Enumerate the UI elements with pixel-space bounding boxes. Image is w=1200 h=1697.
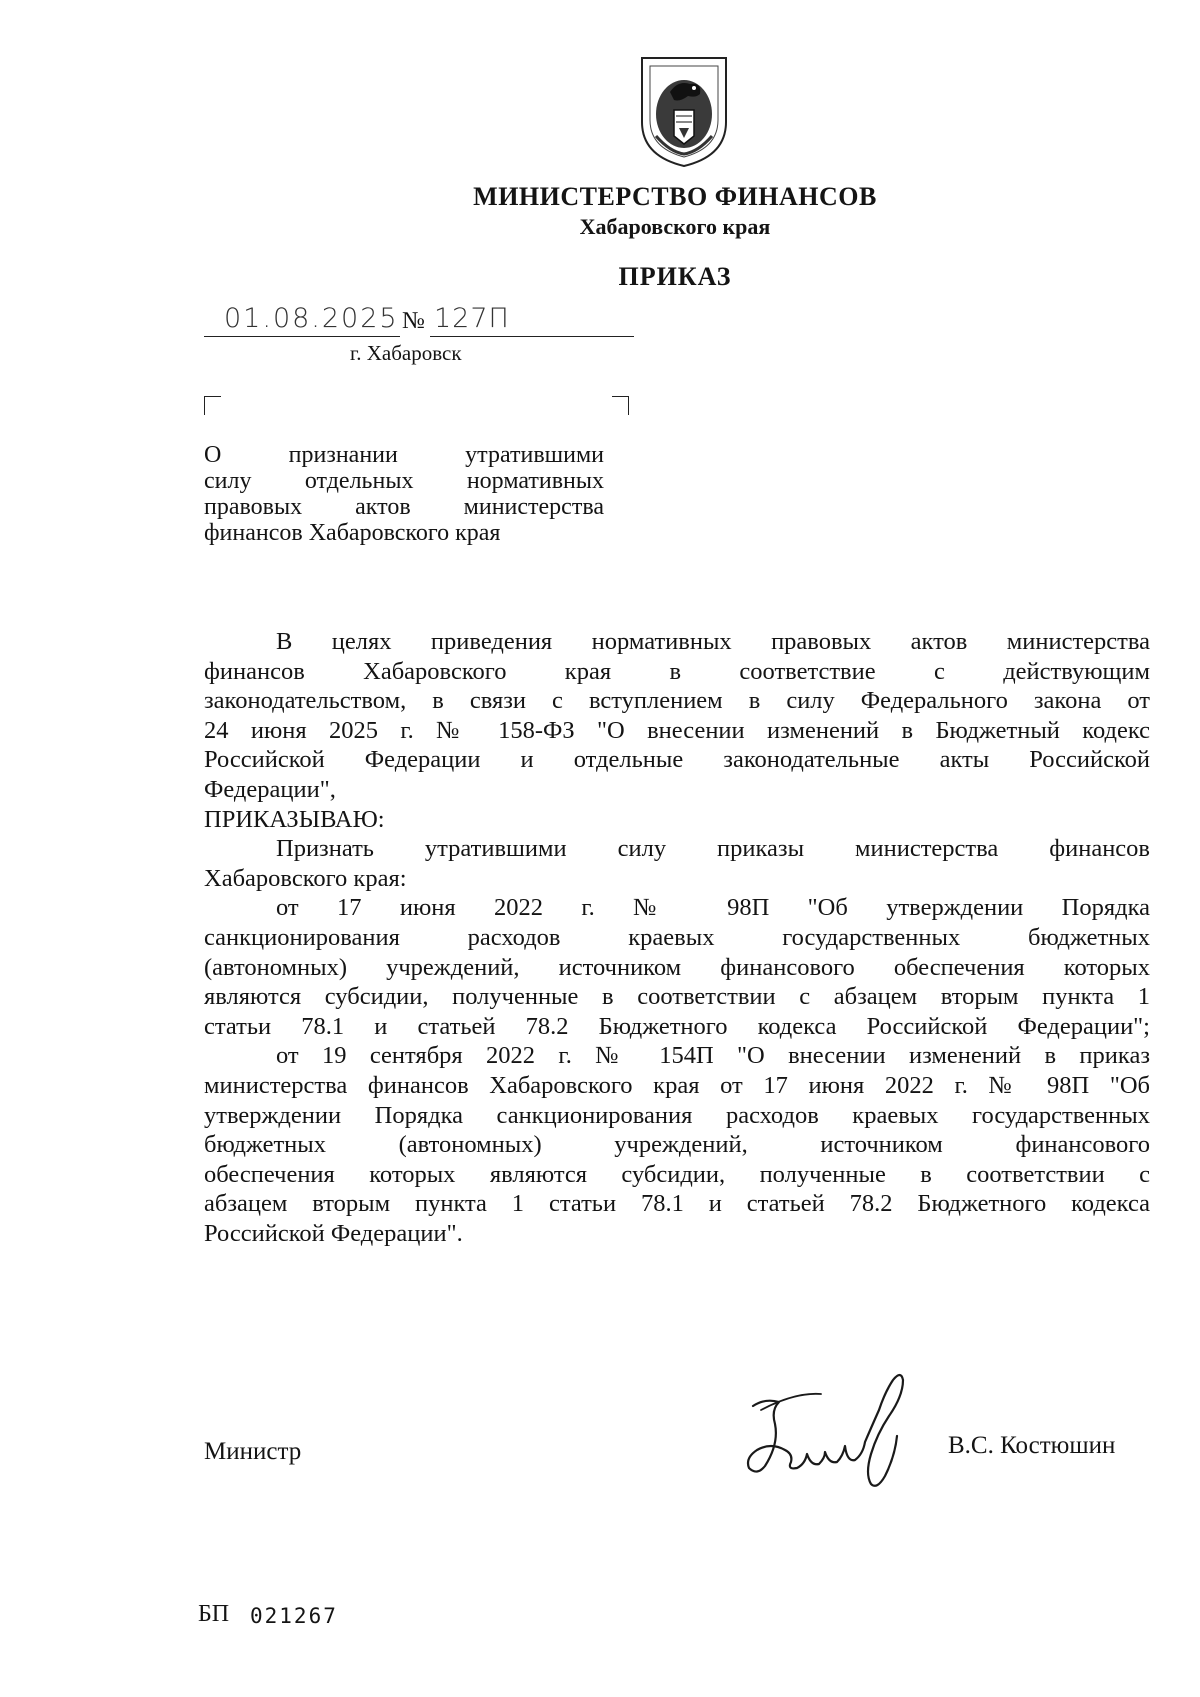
body-line: бюджетных (автономных) учреждений, источником финансового: [204, 1131, 1150, 1159]
order-directive: ПРИКАЗЫВАЮ:: [204, 805, 385, 833]
handwritten-signature-icon: [735, 1358, 925, 1508]
subject-line: правовых актов министерства: [204, 494, 604, 520]
body-line: санкционирования расходов краевых государственных бюджетных: [204, 923, 1150, 951]
subject-line: силу отдельных нормативных: [204, 468, 604, 494]
coat-of-arms-icon: [630, 52, 738, 170]
order-subject: [204, 442, 604, 546]
body-line: от 19 сентября 2022 г. № 154П "О внесении изменений в приказ: [276, 1042, 1150, 1070]
city: г. Хабаровск: [350, 341, 462, 365]
body-line: обеспечения которых являются субсидии, полученные в соответствии с: [204, 1160, 1150, 1188]
body-line: Российской Федерации".: [204, 1219, 463, 1247]
subject-line: финансов Хабаровского края: [204, 520, 501, 546]
region-name: Хабаровского края: [579, 214, 771, 239]
body-line: (автономных) учреждений, источником финансового обеспечения которых: [204, 953, 1150, 981]
body-line: являются субсидии, полученные в соответствии с абзацем вторым пункта 1: [204, 983, 1150, 1011]
signatory-position: Министр: [204, 1438, 302, 1465]
body-line: Российской Федерации и отдельные законодательные акты Российской: [204, 746, 1150, 774]
order-date: 01.08.2025: [224, 303, 399, 334]
body-line: В целях приведения нормативных правовых актов министерства: [276, 628, 1150, 655]
body-line: статьи 78.1 и статьей 78.2 Бюджетного кодекса Российской Федерации";: [204, 1012, 1150, 1040]
ministry-name: МИНИСТЕРСТВО ФИНАНСОВ: [473, 182, 877, 211]
body-line: 24 июня 2025 г. № 158-ФЗ "О внесении изменений в Бюджетный кодекс: [204, 716, 1150, 744]
subject-line: О признании утратившими: [204, 442, 604, 468]
body-line: Федерации",: [204, 775, 336, 803]
body-line: министерства финансов Хабаровского края от 17 июня 2022 г. № 98П "Об: [204, 1071, 1150, 1099]
number-sign: №: [402, 308, 425, 334]
subject-bracket-left: [204, 396, 221, 415]
body-line: финансов Хабаровского края в соответствие с действующим: [204, 657, 1150, 685]
body-line: от 17 июня 2022 г. № 98П "Об утверждении Порядка: [276, 894, 1150, 922]
body-line: Признать утратившими силу приказы министерства финансов: [276, 835, 1150, 863]
body-line: Хабаровского края:: [204, 864, 407, 892]
document-type: ПРИКАЗ: [618, 262, 732, 291]
number-underline: [430, 336, 634, 337]
signatory-name: В.С. Костюшин: [948, 1432, 1116, 1459]
order-number: 127П: [434, 303, 510, 334]
date-underline: [204, 336, 400, 337]
body-line: абзацем вторым пункта 1 статьи 78.1 и статьей 78.2 Бюджетного кодекса: [204, 1190, 1150, 1218]
form-serial-number: 021267: [250, 1604, 338, 1628]
subject-bracket-right: [612, 396, 629, 415]
form-series: БП: [198, 1601, 230, 1627]
body-line: законодательством, в связи с вступлением в силу Федерального закона от: [204, 687, 1150, 715]
body-line: утверждении Порядка санкционирования расходов краевых государственных: [204, 1101, 1150, 1129]
order-body: [204, 627, 1150, 1248]
